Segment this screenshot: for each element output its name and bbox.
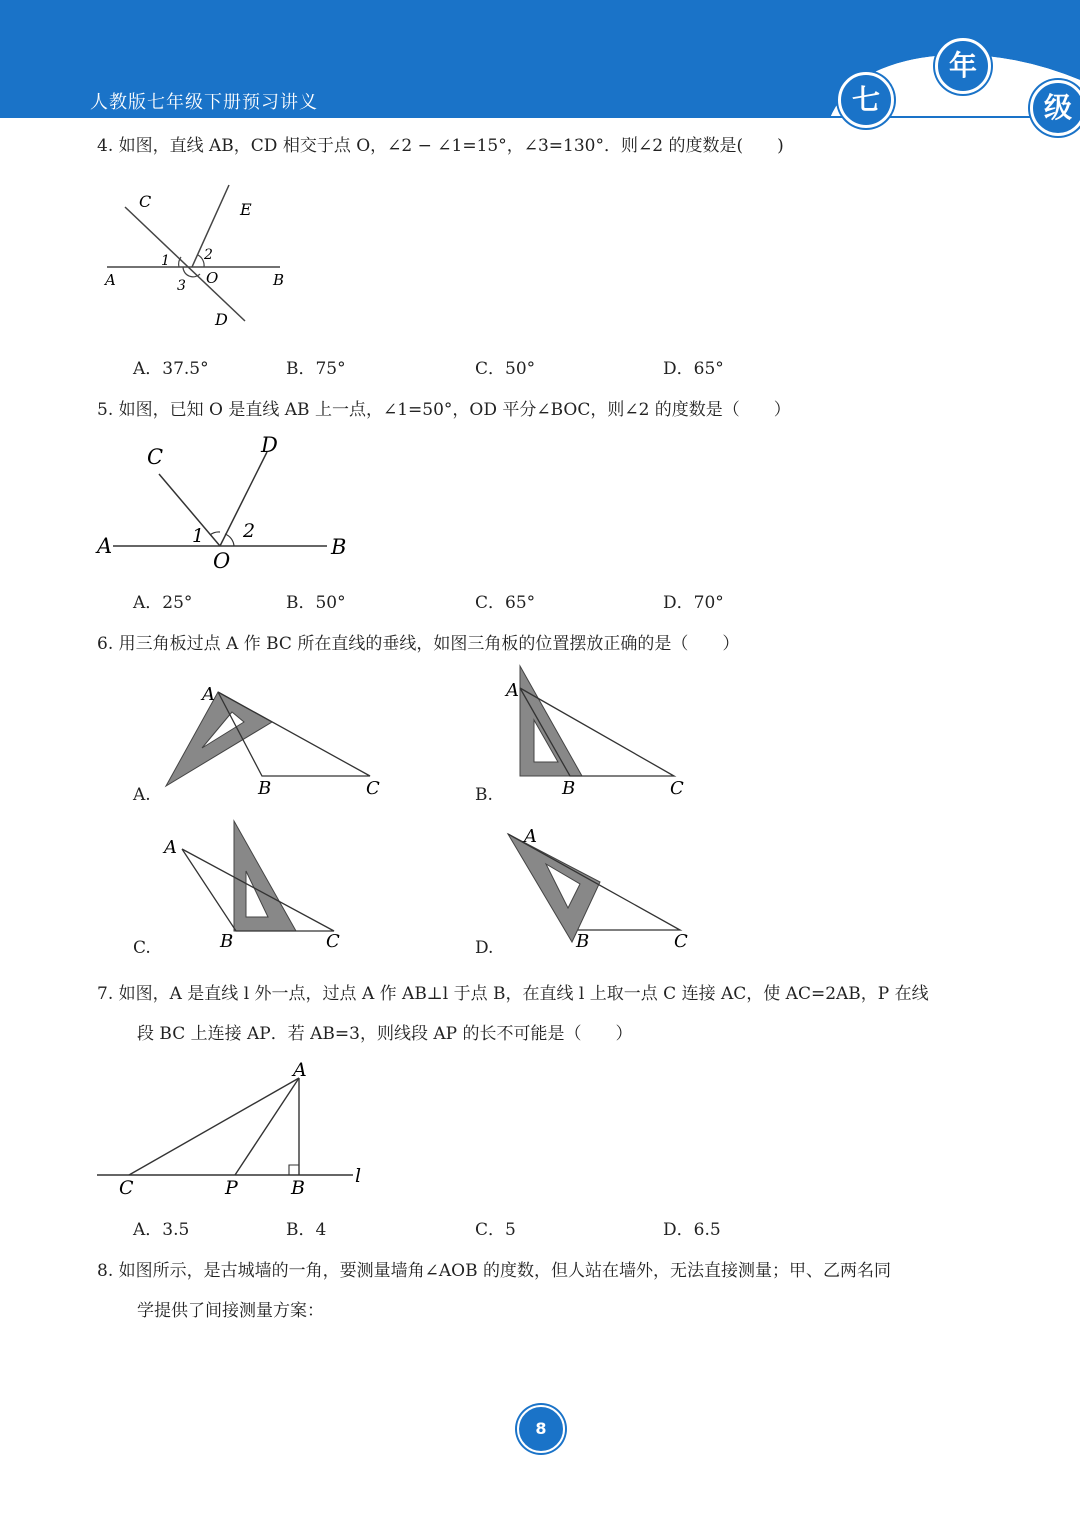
q5-option-b: B．50°: [286, 593, 346, 613]
q6d-label-b: B: [576, 931, 590, 952]
q4-arc-3: [183, 267, 200, 277]
q7-right-angle-mark: [289, 1165, 299, 1175]
q5-label-2: 2: [243, 520, 256, 542]
q7-option-b: B．4: [286, 1220, 327, 1240]
q7-segment-ca: [129, 1078, 299, 1175]
q4-label-3: 3: [177, 278, 186, 294]
q6b-label-a: A: [506, 680, 519, 701]
q6c-figure: [160, 815, 360, 955]
q7-figure: [95, 1058, 375, 1203]
q5-stem: 5. 如图，已知 O 是直线 AB 上一点，∠1=50°，OD 平分∠BOC，则∠2 的度数是（ ）: [97, 400, 791, 420]
q5-label-d: D: [261, 433, 278, 457]
q5-figure: [95, 430, 355, 575]
q6-stem: 6. 用三角板过点 A 作 BC 所在直线的垂线，如图三角板的位置摆放正确的是（ ）: [97, 634, 740, 654]
q8-stem-line2: 学提供了间接测量方案：: [137, 1301, 324, 1321]
q7-label-a: A: [293, 1059, 307, 1081]
q5-label-b: B: [331, 535, 347, 559]
page-number: 8: [517, 1405, 565, 1453]
q6c-set-square: [234, 821, 296, 931]
q6b-figure: [500, 660, 700, 800]
q5-label-o: O: [213, 549, 231, 573]
header-badge-qi: 七: [838, 72, 894, 128]
q6a-label-a: A: [202, 684, 215, 705]
q7-segment-pa: [235, 1078, 299, 1175]
q6a-label-c: C: [366, 778, 380, 799]
q6d-triangle: [508, 834, 680, 930]
q4-figure: [95, 175, 305, 335]
q4-line-cd: [125, 207, 245, 321]
q7-label-c: C: [119, 1177, 134, 1199]
q5-arc-2: [225, 534, 234, 546]
q4-label-b: B: [273, 271, 285, 289]
q4-label-d: D: [215, 310, 228, 329]
q6-option-a-letter: A.: [133, 785, 151, 805]
q4-label-2: 2: [204, 247, 213, 263]
q6-option-d-letter: D.: [475, 938, 494, 958]
q4-label-o: O: [206, 269, 219, 287]
header-badge-ji: 级: [1030, 80, 1080, 136]
q6-option-b-letter: B.: [475, 785, 493, 805]
q7-option-c: C．5: [475, 1220, 516, 1240]
q7-label-b: B: [291, 1177, 305, 1199]
q6a-set-square: [166, 692, 272, 786]
q6d-set-square: [508, 834, 600, 942]
q6-option-c-letter: C.: [133, 938, 151, 958]
q6d-label-a: A: [524, 826, 537, 847]
q5-option-a: A．25°: [133, 593, 193, 613]
q5-ray-oc: [159, 474, 220, 546]
q5-option-c: C．65°: [475, 593, 536, 613]
q7-option-d: D．6.5: [663, 1220, 721, 1240]
q6c-label-c: C: [326, 931, 340, 952]
q5-option-d: D．70°: [663, 593, 724, 613]
q4-stem: 4. 如图，直线 AB，CD 相交于点 O，∠2 − ∠1=15°，∠3=130°．则∠2 的度数是( ): [97, 136, 784, 156]
q6d-label-c: C: [674, 931, 688, 952]
q6d-figure: [500, 820, 700, 955]
q7-stem-line2: 段 BC 上连接 AP．若 AB=3，则线段 AP 的长不可能是（ ）: [137, 1024, 633, 1044]
q5-label-a: A: [97, 534, 113, 558]
header-badge-nian: 年: [935, 38, 991, 94]
q4-label-a: A: [105, 271, 116, 289]
q4-label-1: 1: [161, 253, 170, 269]
q5-label-1: 1: [192, 525, 205, 547]
q6b-label-b: B: [562, 778, 576, 799]
q6a-label-b: B: [258, 778, 272, 799]
q5-arc-1: [210, 532, 220, 535]
q6c-label-b: B: [220, 931, 234, 952]
q4-option-c: C．50°: [475, 359, 536, 379]
q4-label-e: E: [240, 200, 252, 219]
q7-label-l: l: [355, 1165, 362, 1187]
q5-label-c: C: [147, 445, 164, 469]
q6b-set-square: [520, 666, 582, 776]
q4-label-c: C: [139, 192, 152, 211]
header-title: 人教版七年级下册预习讲义: [90, 92, 318, 113]
q4-option-d: D．65°: [663, 359, 724, 379]
q6a-figure: [160, 680, 390, 800]
q7-label-p: P: [225, 1177, 238, 1199]
q8-stem-line1: 8. 如图所示，是古城墙的一角，要测量墙角∠AOB 的度数，但人站在墙外，无法直接测量；甲、乙两名同: [97, 1261, 891, 1281]
q6b-label-c: C: [670, 778, 684, 799]
q4-option-a: A．37.5°: [133, 359, 209, 379]
q7-option-a: A．3.5: [133, 1220, 190, 1240]
q6c-label-a: A: [164, 837, 177, 858]
q7-stem-line1: 7. 如图，A 是直线 l 外一点，过点 A 作 AB⊥l 于点 B，在直线 l 上取一点 C 连接 AC，使 AC=2AB，P 在线: [97, 984, 929, 1004]
q4-option-b: B．75°: [286, 359, 346, 379]
